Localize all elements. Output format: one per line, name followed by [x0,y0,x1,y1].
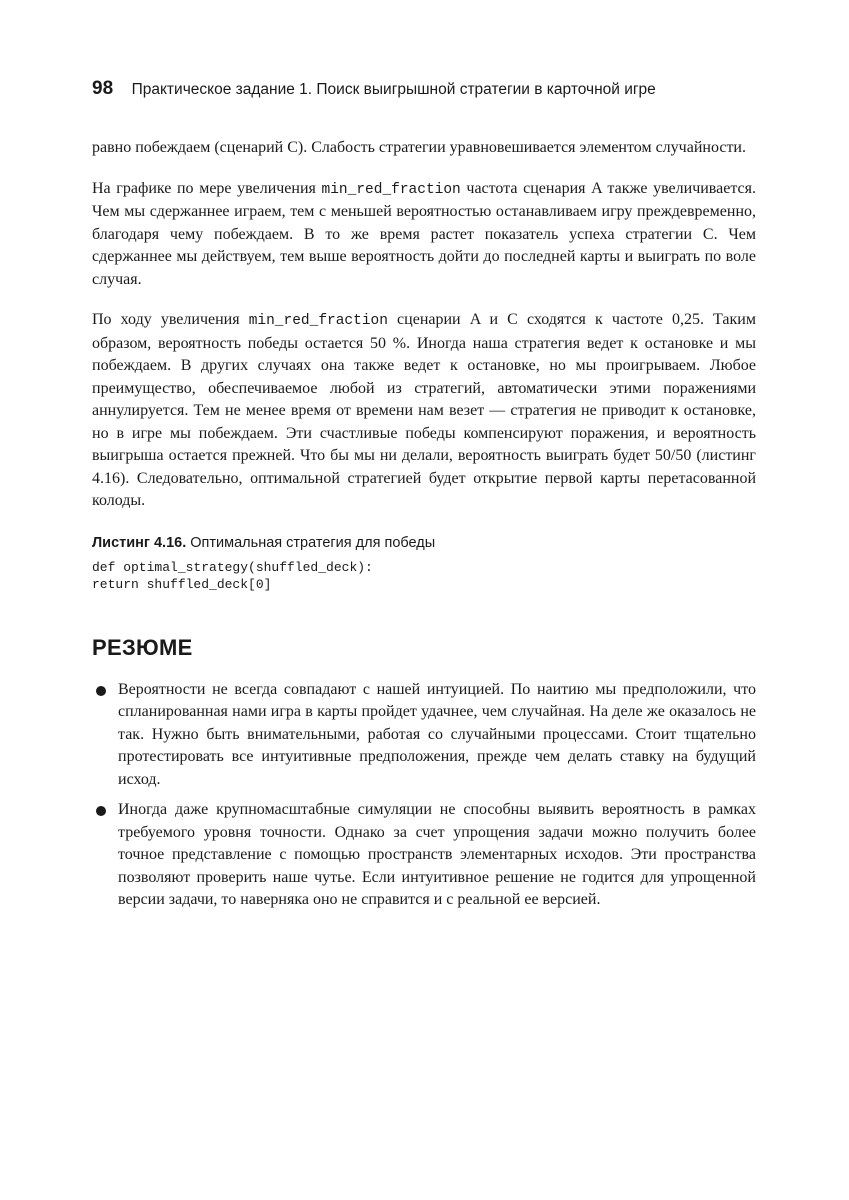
code-line-1: def optimal_strategy(shuffled_deck): [92,559,373,575]
inline-code-min-red-fraction: min_red_fraction [321,181,461,198]
paragraph-3-text-start: По ходу увеличения [92,311,249,328]
paragraph-2-text-end: частота сценария A также увеличивается. Чем мы сдержаннее играем, тем с меньшей вероятностью останавливаем игру преждевременно, благодаря чему побеждаем. В то же время растет показатель успеха стратегии C. Чем сдержаннее мы действуем, тем выше вероятность дойти до последней карты и выиграть по воле случая. [92,179,756,288]
running-header [92,78,772,100]
paragraph-3 [92,309,756,513]
summary-bullet-text: Иногда даже крупномасштабные симуляции не способны выявить вероятность в рамках требуемого уровня точности. Однако за счет упрощения задачи можно получить более точное представление с помощью пространств элементарных исходов. Эти пространства позволяют проверить наше чутье. Если интуитивное решение не годится для упрощенной версии задачи, то наверняка оно не справится и с реальной ее версией. [118,801,756,908]
paragraph-1: равно побеждаем (сценарий C). Слабость стратегии уравновешивается элементом случайности. [92,139,746,156]
summary-heading: РЕЗЮМЕ [92,634,193,660]
bullet-dot-icon [96,806,106,816]
code-line-2: return shuffled_deck[0] [92,576,272,592]
inline-code-min-red-fraction: min_red_fraction [248,313,388,329]
listing-caption [92,535,756,551]
running-title: Практическое задание 1. Поиск выигрышной стратегии в карточной игре [131,81,656,98]
summary-bullet-text: Вероятности не всегда совпадают с нашей интуицией. По наитию мы предположили, что спланированная нами игра в карты пройдет удачнее, чем случайная. На деле же оказалось не так. Нужно быть внимательными, работая со случайными процессами. Стоит тщательно протестировать все интуитивные предположения, прежде чем делать ставку на будущий исход. [118,680,756,788]
bullet-dot-icon [96,686,106,696]
body-text [92,137,756,920]
summary-bullet-2 [92,799,756,912]
page-number: 98 [92,78,114,99]
paragraph-2 [92,178,756,292]
code-listing [92,559,756,593]
listing-title: Оптимальная стратегия для победы [190,534,436,551]
summary-bullet-1 [92,679,756,792]
listing-label: Листинг 4.16. [92,534,187,551]
paragraph-3-text-end: сценарии A и C сходятся к частоте 0,25. Таким образом, вероятность победы остается 50 %. Иногда наша стратегия ведет к остановке и мы побеждаем. В других случаях она также ведет к остановке, но мы проигрываем. Любое преимущество, обеспечиваемое любой из стратегий, автоматически этими поражениями аннулируется. Тем не менее время от времени нам везет — стратегия не приводит к остановке, но в игре мы побеждаем. Эти счастливые победы компенсируют поражения, и вероятность выигрыша остается прежней. Что бы мы ни делали, вероятность выиграть будет 50/50 (листинг 4.16). Следовательно, оптимальной стратегией будет открытие первой карты перетасованной колоды. [92,311,756,509]
paragraph-2-text-start: На графике по мере увеличения [92,179,322,197]
summary-list [92,679,756,912]
